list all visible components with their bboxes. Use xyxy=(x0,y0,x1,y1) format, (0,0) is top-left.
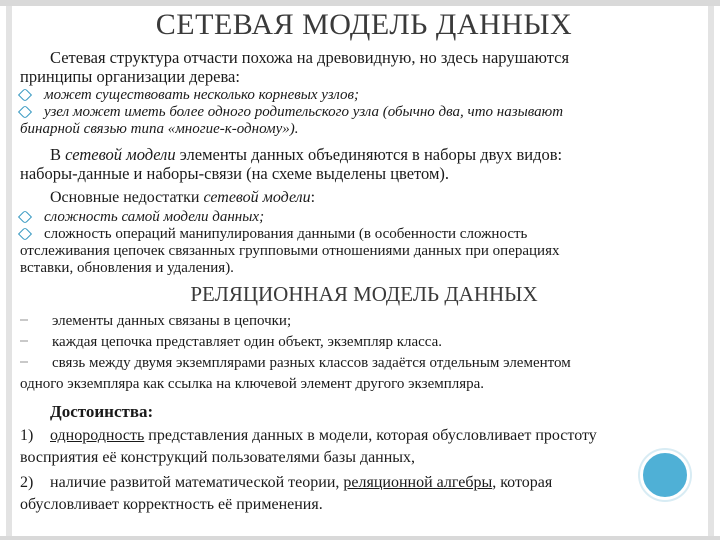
decorative-circle xyxy=(640,450,690,500)
advantage-item-2: 2) наличие развитой математической теории, реляционной алгебры, которая xyxy=(20,474,553,491)
drawback-continuation-2: вставки, обновления и удаления). xyxy=(20,260,234,276)
diamond-bullet-icon xyxy=(18,210,32,224)
relational-item-continuation: одного экземпляра как ссылка на ключевой элемент другого экземпляра. xyxy=(20,376,485,392)
relational-item-1: элементы данных связаны в цепочки; xyxy=(20,313,700,330)
dash-bullet-icon xyxy=(20,319,28,321)
relational-item-3: связь между двумя экземплярами разных классов задаётся отдельным элементом xyxy=(20,355,700,372)
tree-bullet-continuation: бинарной связью типа «многие-к-одному»). xyxy=(20,121,299,137)
frame-top-border xyxy=(0,0,720,6)
advantage-item-2-continuation: обусловливает корректность её применения. xyxy=(20,496,323,513)
relational-section-title: РЕЛЯЦИОННАЯ МОДЕЛЬ ДАННЫХ xyxy=(190,282,538,306)
drawback-bullet-1: сложность самой модели данных; xyxy=(20,209,700,226)
dash-bullet-icon xyxy=(20,340,28,342)
intro-line-2: принципы организации дерева: xyxy=(20,67,240,86)
diamond-bullet-icon xyxy=(18,227,32,241)
drawback-continuation-1: отслеживания цепочек связанных групповыми отношениями данных при операциях xyxy=(20,243,560,259)
network-paragraph-line-1: В сетевой модели элементы данных объединяются в наборы двух видов: xyxy=(50,145,563,164)
frame-right-border xyxy=(708,6,714,540)
diamond-bullet-icon xyxy=(18,88,32,102)
relational-item-2: каждая цепочка представляет один объект, экземпляр класса. xyxy=(20,334,700,351)
drawbacks-heading: Основные недостатки сетевой модели: xyxy=(50,189,316,206)
slide-title: СЕТЕВАЯ МОДЕЛЬ ДАННЫХ xyxy=(155,8,573,41)
tree-bullet-1: может существовать несколько корневых узлов; xyxy=(20,87,700,104)
frame-bottom-border xyxy=(0,536,720,540)
tree-bullet-2: узел может иметь более одного родительского узла (обычно два, что называют xyxy=(20,104,700,121)
drawback-bullet-2: сложность операций манипулирования данными (в особенности сложность xyxy=(20,226,700,243)
advantage-item-1: 1) однородность представления данных в модели, которая обусловливает простоту xyxy=(20,427,597,444)
intro-line-1: Сетевая структура отчасти похожа на древовидную, но здесь нарушаются xyxy=(50,48,570,67)
network-paragraph-line-2: наборы-данные и наборы-связи (на схеме выделены цветом). xyxy=(20,164,450,183)
advantage-item-1-continuation: восприятия её конструкций пользователями базы данных, xyxy=(20,449,416,466)
diamond-bullet-icon xyxy=(18,105,32,119)
frame-left-border xyxy=(6,6,12,540)
advantages-label: Достоинства: xyxy=(50,402,154,421)
dash-bullet-icon xyxy=(20,361,28,363)
